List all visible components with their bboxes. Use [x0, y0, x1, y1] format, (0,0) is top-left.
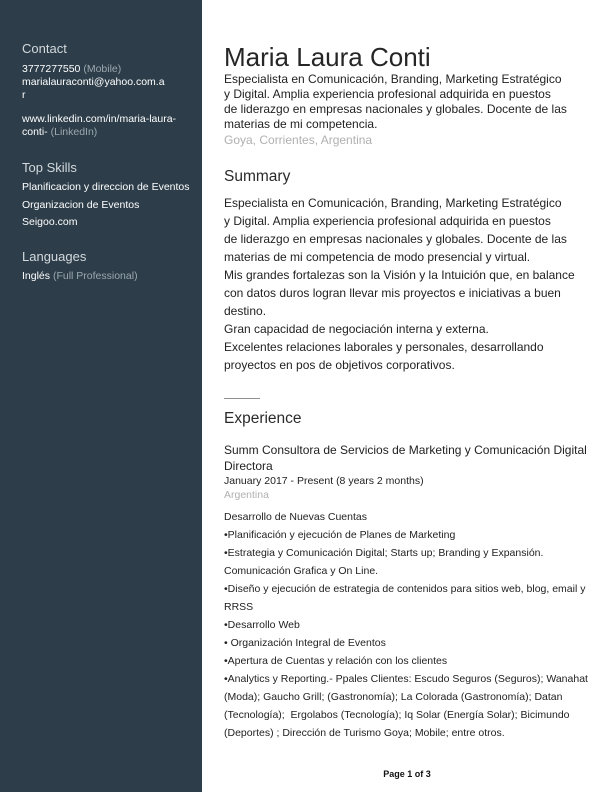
language-item — [22, 270, 138, 283]
email-line[interactable]: marialauraconti@yahoo.com.a — [22, 76, 165, 88]
top-skills-heading: Top Skills — [22, 160, 77, 175]
profile-headline — [224, 72, 567, 132]
linkedin-url-line[interactable]: conti- — [22, 126, 48, 138]
summary-line: Especialista en Comunicación, Branding, Marketing Estratégico — [224, 196, 562, 210]
headline-line: materias de mi competencia. — [224, 117, 378, 131]
description-line: (Deportes) ; Dirección de Turismo Goya; Mobile; entre otros. — [224, 727, 505, 739]
summary-line: Mis grandes fortalezas son la Visión y la Intuición que, en balance — [224, 268, 575, 282]
skill-item: Organizacion de Eventos — [22, 198, 140, 211]
languages-heading: Languages — [22, 249, 87, 264]
description-line: •Diseño y ejecución de estrategia de contenidos para sitios web, blog, email y — [224, 583, 586, 595]
summary-line: materias de mi competencia de modo presencial y virtual. — [224, 250, 531, 264]
page-number: Page 1 of 3 — [383, 769, 431, 779]
linkedin-label: (LinkedIn) — [50, 126, 98, 138]
summary-line: proyectos en pos de objetivos corporativos. — [224, 358, 455, 372]
email-line[interactable]: r — [22, 89, 26, 101]
contact-phone — [22, 63, 121, 76]
profile-location: Goya, Corrientes, Argentina — [224, 133, 373, 147]
summary-heading: Summary — [224, 168, 291, 185]
position-title: Directora — [224, 459, 273, 473]
description-line: (Moda); Gaucho Grill; (Gastronomía); La Colorada (Gastronomía); Datan — [224, 691, 563, 703]
section-divider — [224, 398, 260, 399]
description-line: • Organización Integral de Eventos — [224, 637, 386, 649]
language-name: Inglés — [22, 270, 51, 282]
linkedin-line — [22, 126, 176, 139]
phone-type-label: (Mobile) — [83, 63, 122, 75]
description-line: •Analytics y Reporting.- Ppales Clientes: Escudo Seguros (Seguros); Wanahat — [224, 673, 588, 685]
summary-line: y Digital. Amplia experiencia profesional adquirida en puestos — [224, 214, 551, 228]
description-line: RRSS — [224, 601, 254, 613]
headline-line: y Digital. Amplia experiencia profesional adquirida en puestos — [224, 87, 551, 101]
contact-heading: Contact — [22, 41, 67, 56]
position-company: Summ Consultora de Servicios de Marketing y Comunicación Digital — [224, 443, 587, 457]
contact-linkedin — [22, 113, 176, 139]
phone-number: 3777277550 — [22, 63, 81, 75]
description-line: (Tecnología); Ergolabos (Tecnología); Iq Solar (Energía Solar); Bicimundo — [224, 709, 570, 721]
position-dates: January 2017 - Present (8 years 2 months) — [224, 475, 424, 487]
sidebar — [0, 0, 202, 792]
summary-text — [224, 194, 575, 374]
top-skills-list — [22, 179, 190, 232]
description-line: •Desarrollo Web — [224, 619, 300, 631]
headline-line: de liderazgo en empresas nacionales y globales. Docente de las — [224, 102, 567, 116]
language-proficiency: (Full Professional) — [52, 270, 138, 282]
contact-email-link[interactable] — [22, 76, 165, 102]
description-line: Comunicación Grafica y On Line. — [224, 565, 379, 577]
description-line: •Estrategia y Comunicación Digital; Starts up; Branding y Expansión. — [224, 547, 544, 559]
summary-line: Gran capacidad de negociación interna y externa. — [224, 322, 489, 336]
linkedin-url-line[interactable]: www.linkedin.com/in/maria-laura- — [22, 113, 177, 125]
description-line: Desarrollo de Nuevas Cuentas — [224, 511, 367, 523]
summary-line: destino. — [224, 304, 267, 318]
position-description — [224, 508, 588, 742]
description-line: •Apertura de Cuentas y relación con los clientes — [224, 655, 448, 667]
skill-item: Planificacion y direccion de Eventos — [22, 181, 190, 193]
summary-line: de liderazgo en empresas nacionales y globales. Docente de las — [224, 232, 567, 246]
headline-line: Especialista en Comunicación, Branding, Marketing Estratégico — [224, 72, 562, 86]
summary-line: con datos duros logran llevar mis proyectos e iniciativas a buen — [224, 286, 561, 300]
profile-name: Maria Laura Conti — [224, 42, 431, 72]
experience-heading: Experience — [224, 410, 302, 427]
skill-item: Seigoo.com — [22, 216, 78, 228]
position-location: Argentina — [224, 489, 269, 501]
summary-line: Excelentes relaciones laborales y personales, desarrollando — [224, 340, 544, 354]
description-line: •Planificación y ejecución de Planes de Marketing — [224, 529, 456, 541]
